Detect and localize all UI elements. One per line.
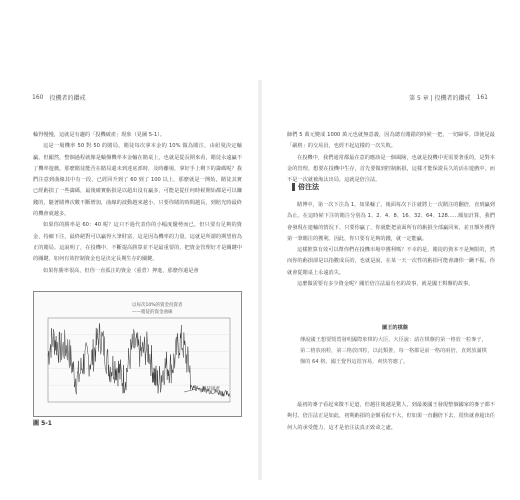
left-paragraph-4: 如果你勝率很高，但你一直孤注的資金（重倉）押進，那麼你還是會 <box>43 267 199 274</box>
left-paragraph-1: 輪得慢慢，這就是有趣的「投機破產」現象（見圖 5-1）。 <box>33 132 166 138</box>
right-page <box>260 0 520 500</box>
left-paragraph-2: 這是一場機率 50 對 50 的賭局，賭徒每次拿本金的 10% 做為賭注，由紐曼決定輸贏。但顯然，整個過程就像是輪盤機率本金輸在賭桌上，也就是從長期來看，賭徒永遠贏不了機率遊戲。那麼賭徒能否在賭局還未到達底部時，及時離場，拿好手上剩下的籌碼呢？我們注意到曲線其中有一段，已經回升到了 60 到了 100 以上，那麼就是一開始，賭徒其實已經虧損了一些籌碼，最後確實虧損是以超出沒有贏多，可能是從任何時候開始都是可以賺錢的，隨著賭博次數不斷增加，曲線的波動越來越小，只要你賭的時間越長，到賠光時最終的機會就越多。 <box>33 143 242 218</box>
section-marker-icon <box>292 183 295 191</box>
right-intro-text <box>287 130 495 186</box>
section-heading-text: 倍注法 <box>298 183 319 191</box>
left-paragraph-3-text: 如果你的勝率是 60：40 呢？這只不過代表你的小幅度優勢而已，但只要有足夠的資金，持續下注，最終絕對可以贏得大筆財富，這是因為機率的力量。這就是所謂的期望值為正的賭局。這說明了，在投機中，不斷提高勝算並不是最重要的，把資金管理好才是關鍵中的關鍵，如何有效控制資金也是決定長期生存的關鍵。 <box>33 222 242 263</box>
bankruptcy-annotation <box>184 385 220 392</box>
right-intro-paragraph-2: 在投機中，我們通常都最在意的應該是一個風險，也就是投機中更需要著重的，是對本金的管理。想要在投機中生存，首先要做到控制虧損，這樣才能保證長久的活在遊戲中，而不是一次就被淘汰出局。這就是倍注法。 <box>287 154 495 184</box>
figure-caption: 圖 5-1 <box>33 420 52 427</box>
right-closing-text <box>287 400 495 434</box>
story-box <box>300 323 490 368</box>
equity-curve-line <box>48 323 230 397</box>
left-running-header <box>32 93 85 102</box>
section-paragraph-1: 賭博中，第一次下注為 1，如果輸了，後面每次下注就將上一次賭注的翻倍，直到贏到為止。在這時候下注的賭注分別為 1、2、4、8、16、32、64、128……順加計算，我們會發現在連輸的情況下，只要你贏了，你就能把前面所有的虧損全部贏回來，並且額外獲得第一筆賭注的獲利。因此，你只要有足夠的錢，就一定能贏。 <box>287 202 495 242</box>
section-paragraph-2: 這樣推算有效可以幫你們在投機市場中獲利嗎？不幸的是，賭徒的資本不是無限的，然而你的虧損卻是以指數成長的，也就是說，在某一天一次性的虧損可能會讓你一蹶不振，你就會從賭桌上永遠消失。 <box>287 247 495 276</box>
story-box-title: 圖王的棋盤 <box>382 325 408 331</box>
legend-line-2: ——賭徒的資金曲線 <box>132 310 173 315</box>
left-running-head: 投機者的鑽戒 <box>49 95 86 102</box>
right-running-head: 第 5 章 | 投機者的鑽戒 <box>409 95 471 102</box>
right-running-header <box>409 93 488 102</box>
annotation-label: 賭徒破產 <box>202 387 220 392</box>
right-intro-paragraph-1: 師們 5 萬元變成 1000 萬元也就無意義，因為總有賭錯的時候一把，一切歸零。即使是最「嚴格」的交易員，也經不起這樣的一次失敗。 <box>287 132 495 150</box>
section-paragraph-3: 這麼做需要有多少資金呢？關於倍注法最有名的故事，就是國王棋盤的故事。 <box>297 281 474 288</box>
figure-legend <box>132 301 183 315</box>
story-box-text: 傳說國王想要獎賞發明國際象棋的大臣，大臣說：請在棋盤的第一格放一粒麥子，第二格放兩粒，第三格放四粒，以此類推，每一格都是前一格的兩倍，直到放滿棋盤的 64 格。國王覺得這很容易，爽快答應了。 <box>300 337 487 365</box>
right-section-text <box>287 200 495 290</box>
left-page-number: 160 <box>32 94 44 101</box>
equity-curve-graph <box>34 292 241 416</box>
right-page-number: 161 <box>476 94 488 101</box>
left-paragraph-3 <box>33 220 242 265</box>
section-heading <box>292 182 319 192</box>
annotation-arrow <box>184 388 200 392</box>
legend-line-1: 以每次10%的資金投資者 <box>132 303 183 308</box>
left-body-text <box>33 130 242 277</box>
figure-5-1 <box>33 291 242 417</box>
closing-paragraph: 最初的麥子看起來微不足道，但越往後越是驚人，到最後國王發現整個國家的麥子都不夠付。倍注法正是如此，初期虧損的金額看似不大，但如果一直翻倍下去，很快就會超出任何人的承受能力，這才是倍注法真正致命之處。 <box>287 402 495 431</box>
